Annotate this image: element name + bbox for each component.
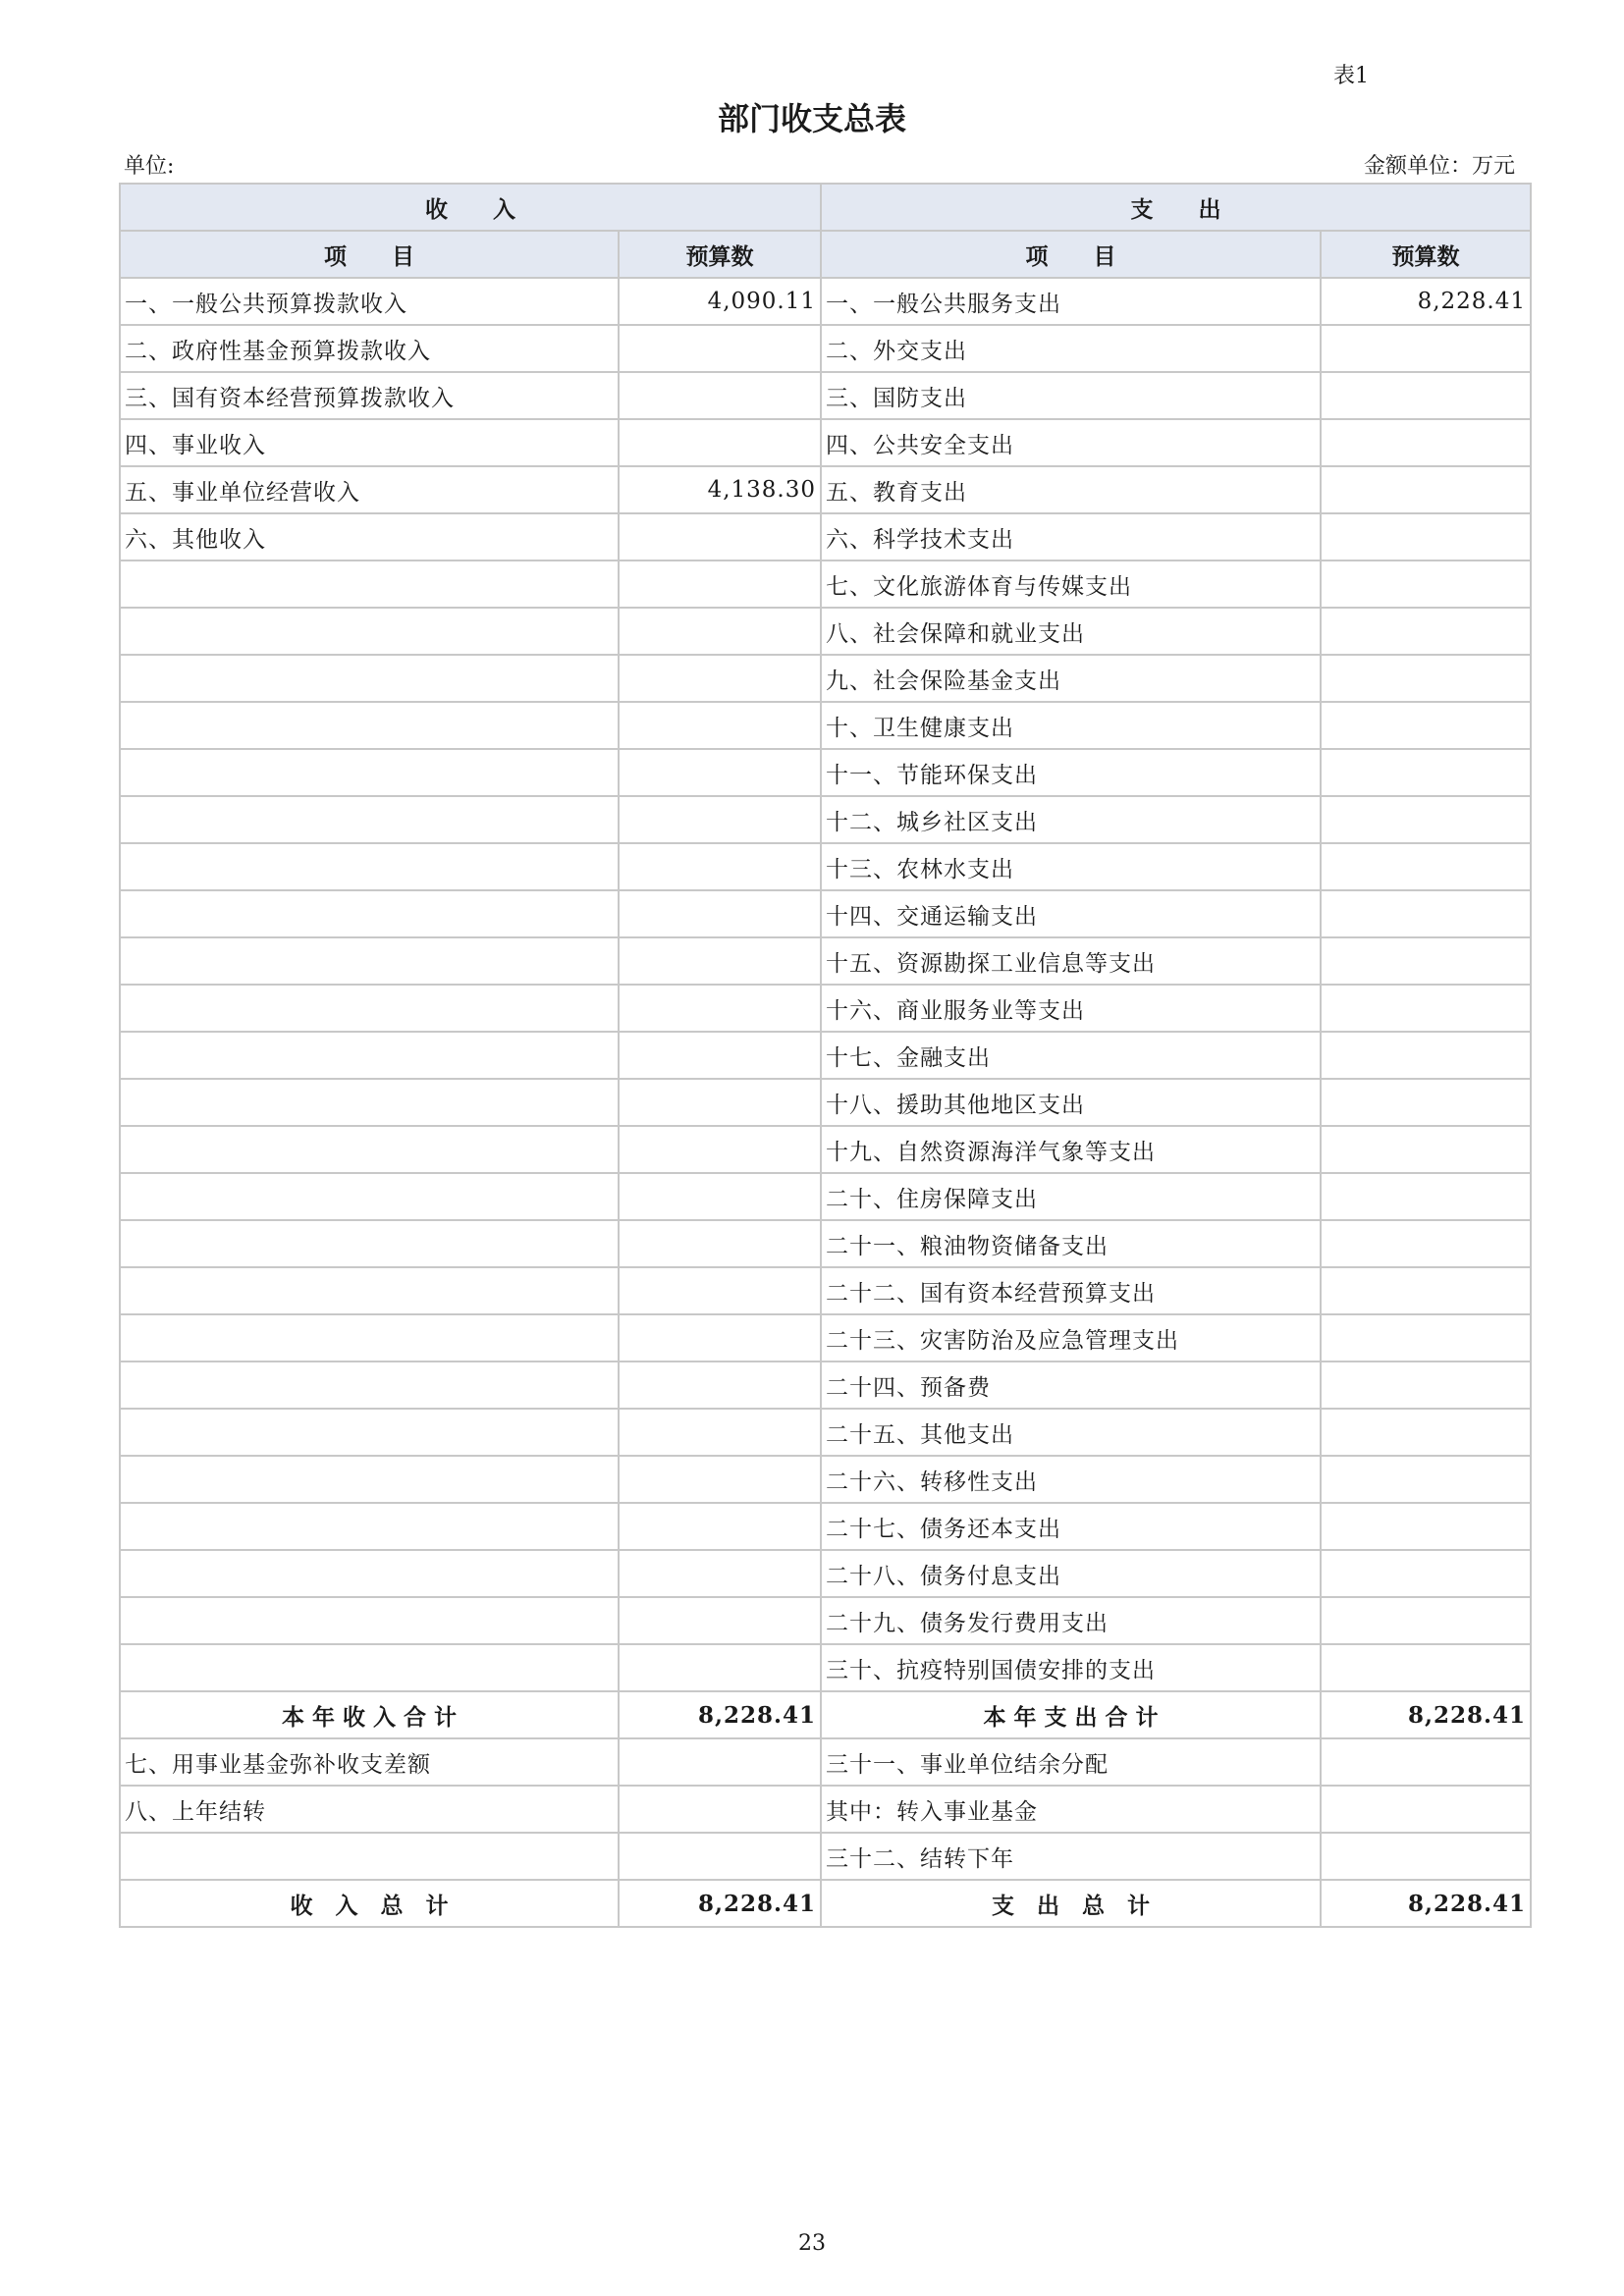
expense-budget-value bbox=[1321, 985, 1531, 1032]
expense-item-label: 二十三、灾害防治及应急管理支出 bbox=[821, 1314, 1321, 1362]
income-budget-value bbox=[619, 655, 821, 702]
expense-section-header: 支 出 bbox=[821, 184, 1531, 231]
expense-item-label: 二十七、债务还本支出 bbox=[821, 1503, 1321, 1550]
income-item-label bbox=[120, 1456, 619, 1503]
income-item-label bbox=[120, 937, 619, 985]
income-item-label bbox=[120, 561, 619, 608]
table-row bbox=[120, 1597, 1531, 1644]
table-row bbox=[120, 1032, 1531, 1079]
income-item-label bbox=[120, 1503, 619, 1550]
table-row bbox=[120, 843, 1531, 890]
expense-budget-value bbox=[1321, 1597, 1531, 1644]
year-income-total-label: 本 年 收 入 合 计 bbox=[120, 1691, 619, 1738]
expense-item-label: 二、外交支出 bbox=[821, 325, 1321, 372]
expense-budget-value bbox=[1321, 1173, 1531, 1220]
table-row bbox=[120, 278, 1531, 325]
income-budget-value bbox=[619, 702, 821, 749]
income-budget-value bbox=[619, 843, 821, 890]
table-row bbox=[120, 1267, 1531, 1314]
income-budget-value bbox=[619, 1032, 821, 1079]
table-row bbox=[120, 513, 1531, 561]
year-expense-total-value: 8,228.41 bbox=[1321, 1691, 1531, 1738]
expense-item-label: 八、社会保障和就业支出 bbox=[821, 608, 1321, 655]
income-item-label: 六、其他收入 bbox=[120, 513, 619, 561]
income-budget-value bbox=[619, 1833, 821, 1880]
income-item-label bbox=[120, 655, 619, 702]
expense-budget-value bbox=[1321, 1786, 1531, 1833]
expense-budget-value bbox=[1321, 796, 1531, 843]
income-item-label bbox=[120, 702, 619, 749]
income-budget-value bbox=[619, 1362, 821, 1409]
table-row bbox=[120, 608, 1531, 655]
income-item-label bbox=[120, 1267, 619, 1314]
income-budget-value bbox=[619, 1738, 821, 1786]
table-row bbox=[120, 890, 1531, 937]
grand-income-total-value: 8,228.41 bbox=[619, 1880, 821, 1927]
table-row bbox=[120, 1833, 1531, 1880]
expense-budget-value bbox=[1321, 937, 1531, 985]
expense-item-label: 二十五、其他支出 bbox=[821, 1409, 1321, 1456]
income-budget-value bbox=[619, 1126, 821, 1173]
expense-budget-value bbox=[1321, 655, 1531, 702]
income-budget-value bbox=[619, 1597, 821, 1644]
expense-budget-value bbox=[1321, 608, 1531, 655]
table-row bbox=[120, 1314, 1531, 1362]
income-budget-value: 4,138.30 bbox=[619, 466, 821, 513]
income-budget-value bbox=[619, 1409, 821, 1456]
table-row bbox=[120, 749, 1531, 796]
year-expense-total-label: 本 年 支 出 合 计 bbox=[821, 1691, 1321, 1738]
expense-item-label: 四、公共安全支出 bbox=[821, 419, 1321, 466]
year-income-total-value: 8,228.41 bbox=[619, 1691, 821, 1738]
income-budget-value bbox=[619, 985, 821, 1032]
income-item-label bbox=[120, 843, 619, 890]
expense-item-label: 二十、住房保障支出 bbox=[821, 1173, 1321, 1220]
income-item-label bbox=[120, 1833, 619, 1880]
expense-budget-value bbox=[1321, 1409, 1531, 1456]
income-item-label bbox=[120, 1550, 619, 1597]
table-number: 表1 bbox=[1333, 64, 1369, 88]
expense-budget-value bbox=[1321, 561, 1531, 608]
income-item-label bbox=[120, 1126, 619, 1173]
expense-budget-value bbox=[1321, 702, 1531, 749]
grand-total-row bbox=[120, 1880, 1531, 1927]
expense-item-label: 二十九、债务发行费用支出 bbox=[821, 1597, 1321, 1644]
table-row bbox=[120, 1409, 1531, 1456]
expense-item-label: 十六、商业服务业等支出 bbox=[821, 985, 1321, 1032]
expense-budget-value bbox=[1321, 1126, 1531, 1173]
income-budget-value bbox=[619, 1550, 821, 1597]
expense-budget-value bbox=[1321, 1503, 1531, 1550]
income-item-label bbox=[120, 1314, 619, 1362]
table-row bbox=[120, 1456, 1531, 1503]
table-row bbox=[120, 1362, 1531, 1409]
expense-item-label: 十八、援助其他地区支出 bbox=[821, 1079, 1321, 1126]
page-title: 部门收支总表 bbox=[717, 100, 906, 137]
income-budget-value bbox=[619, 749, 821, 796]
table-row bbox=[120, 702, 1531, 749]
table-row bbox=[120, 561, 1531, 608]
income-budget-value: 4,090.11 bbox=[619, 278, 821, 325]
expense-budget-value bbox=[1321, 372, 1531, 419]
expense-budget-value bbox=[1321, 1220, 1531, 1267]
table-row bbox=[120, 466, 1531, 513]
expense-item-label: 五、教育支出 bbox=[821, 466, 1321, 513]
income-item-column-header: 项 目 bbox=[120, 231, 619, 278]
table-row bbox=[120, 325, 1531, 372]
budget-summary-table bbox=[119, 183, 1532, 1928]
income-item-label bbox=[120, 796, 619, 843]
income-budget-column-header: 预算数 bbox=[619, 231, 821, 278]
table-row bbox=[120, 1550, 1531, 1597]
income-budget-value bbox=[619, 325, 821, 372]
income-budget-value bbox=[619, 513, 821, 561]
expense-item-label: 十七、金融支出 bbox=[821, 1032, 1321, 1079]
income-item-label bbox=[120, 1220, 619, 1267]
expense-item-label: 十、卫生健康支出 bbox=[821, 702, 1321, 749]
income-budget-value bbox=[619, 890, 821, 937]
income-item-label bbox=[120, 1597, 619, 1644]
income-item-label: 三、国有资本经营预算拨款收入 bbox=[120, 372, 619, 419]
expense-budget-value: 8,228.41 bbox=[1321, 278, 1531, 325]
expense-budget-value bbox=[1321, 466, 1531, 513]
year-total-row bbox=[120, 1691, 1531, 1738]
expense-budget-value bbox=[1321, 1314, 1531, 1362]
expense-item-label: 十二、城乡社区支出 bbox=[821, 796, 1321, 843]
income-budget-value bbox=[619, 1267, 821, 1314]
expense-item-label: 三十二、结转下年 bbox=[821, 1833, 1321, 1880]
expense-item-label: 九、社会保险基金支出 bbox=[821, 655, 1321, 702]
table-row bbox=[120, 985, 1531, 1032]
table-row bbox=[120, 1173, 1531, 1220]
income-item-label bbox=[120, 1409, 619, 1456]
income-budget-value bbox=[619, 796, 821, 843]
expense-item-label: 十九、自然资源海洋气象等支出 bbox=[821, 1126, 1321, 1173]
expense-budget-column-header: 预算数 bbox=[1321, 231, 1531, 278]
expense-budget-value bbox=[1321, 325, 1531, 372]
income-budget-value bbox=[619, 937, 821, 985]
expense-budget-value bbox=[1321, 890, 1531, 937]
expense-item-label: 其中：转入事业基金 bbox=[821, 1786, 1321, 1833]
grand-expense-total-label: 支 出 总 计 bbox=[821, 1880, 1321, 1927]
expense-item-label: 三、国防支出 bbox=[821, 372, 1321, 419]
income-item-label: 八、上年结转 bbox=[120, 1786, 619, 1833]
income-budget-value bbox=[619, 1173, 821, 1220]
expense-budget-value bbox=[1321, 1644, 1531, 1691]
table-row bbox=[120, 1644, 1531, 1691]
income-budget-value bbox=[619, 1220, 821, 1267]
page-number: 23 bbox=[798, 2231, 826, 2256]
income-item-label bbox=[120, 890, 619, 937]
grand-expense-total-value: 8,228.41 bbox=[1321, 1880, 1531, 1927]
income-item-label bbox=[120, 1644, 619, 1691]
income-item-label: 七、用事业基金弥补收支差额 bbox=[120, 1738, 619, 1786]
expense-budget-value bbox=[1321, 1550, 1531, 1597]
income-item-label bbox=[120, 1362, 619, 1409]
income-item-label: 四、事业收入 bbox=[120, 419, 619, 466]
expense-item-label: 十一、节能环保支出 bbox=[821, 749, 1321, 796]
table-row bbox=[120, 1738, 1531, 1786]
table-row bbox=[120, 1126, 1531, 1173]
income-budget-value bbox=[619, 1456, 821, 1503]
grand-income-total-label: 收 入 总 计 bbox=[120, 1880, 619, 1927]
table-row bbox=[120, 1786, 1531, 1833]
expense-item-label: 二十六、转移性支出 bbox=[821, 1456, 1321, 1503]
expense-item-column-header: 项 目 bbox=[821, 231, 1321, 278]
income-item-label bbox=[120, 1032, 619, 1079]
expense-item-label: 一、一般公共服务支出 bbox=[821, 278, 1321, 325]
expense-item-label: 二十八、债务付息支出 bbox=[821, 1550, 1321, 1597]
column-header-row bbox=[120, 231, 1531, 278]
income-item-label bbox=[120, 1173, 619, 1220]
expense-budget-value bbox=[1321, 1362, 1531, 1409]
income-budget-value bbox=[619, 1786, 821, 1833]
table-row bbox=[120, 1503, 1531, 1550]
income-budget-value bbox=[619, 561, 821, 608]
income-item-label: 五、事业单位经营收入 bbox=[120, 466, 619, 513]
expense-item-label: 三十、抗疫特别国债安排的支出 bbox=[821, 1644, 1321, 1691]
table-row bbox=[120, 796, 1531, 843]
expense-budget-value bbox=[1321, 749, 1531, 796]
expense-budget-value bbox=[1321, 419, 1531, 466]
expense-item-label: 三十一、事业单位结余分配 bbox=[821, 1738, 1321, 1786]
income-section-header: 收 入 bbox=[120, 184, 821, 231]
income-budget-value bbox=[619, 608, 821, 655]
income-item-label bbox=[120, 749, 619, 796]
expense-budget-value bbox=[1321, 513, 1531, 561]
expense-budget-value bbox=[1321, 1032, 1531, 1079]
expense-item-label: 十四、交通运输支出 bbox=[821, 890, 1321, 937]
expense-budget-value bbox=[1321, 1267, 1531, 1314]
section-header-row bbox=[120, 184, 1531, 231]
expense-item-label: 二十四、预备费 bbox=[821, 1362, 1321, 1409]
table-row bbox=[120, 937, 1531, 985]
table-row bbox=[120, 655, 1531, 702]
expense-item-label: 七、文化旅游体育与传媒支出 bbox=[821, 561, 1321, 608]
expense-item-label: 二十一、粮油物资储备支出 bbox=[821, 1220, 1321, 1267]
income-budget-value bbox=[619, 1314, 821, 1362]
expense-item-label: 十三、农林水支出 bbox=[821, 843, 1321, 890]
unit-label: 单位: bbox=[124, 154, 175, 179]
income-item-label bbox=[120, 608, 619, 655]
expense-budget-value bbox=[1321, 1456, 1531, 1503]
table-row bbox=[120, 1220, 1531, 1267]
expense-item-label: 六、科学技术支出 bbox=[821, 513, 1321, 561]
expense-item-label: 二十二、国有资本经营预算支出 bbox=[821, 1267, 1321, 1314]
income-budget-value bbox=[619, 1079, 821, 1126]
table-row bbox=[120, 1079, 1531, 1126]
expense-budget-value bbox=[1321, 1079, 1531, 1126]
expense-item-label: 十五、资源勘探工业信息等支出 bbox=[821, 937, 1321, 985]
income-budget-value bbox=[619, 419, 821, 466]
amount-unit-label: 金额单位：万元 bbox=[1363, 154, 1515, 179]
income-item-label bbox=[120, 1079, 619, 1126]
income-item-label: 二、政府性基金预算拨款收入 bbox=[120, 325, 619, 372]
expense-budget-value bbox=[1321, 843, 1531, 890]
expense-budget-value bbox=[1321, 1833, 1531, 1880]
income-item-label bbox=[120, 985, 619, 1032]
income-budget-value bbox=[619, 372, 821, 419]
table-row bbox=[120, 372, 1531, 419]
income-budget-value bbox=[619, 1644, 821, 1691]
table-row bbox=[120, 419, 1531, 466]
expense-budget-value bbox=[1321, 1738, 1531, 1786]
income-budget-value bbox=[619, 1503, 821, 1550]
income-item-label: 一、一般公共预算拨款收入 bbox=[120, 278, 619, 325]
